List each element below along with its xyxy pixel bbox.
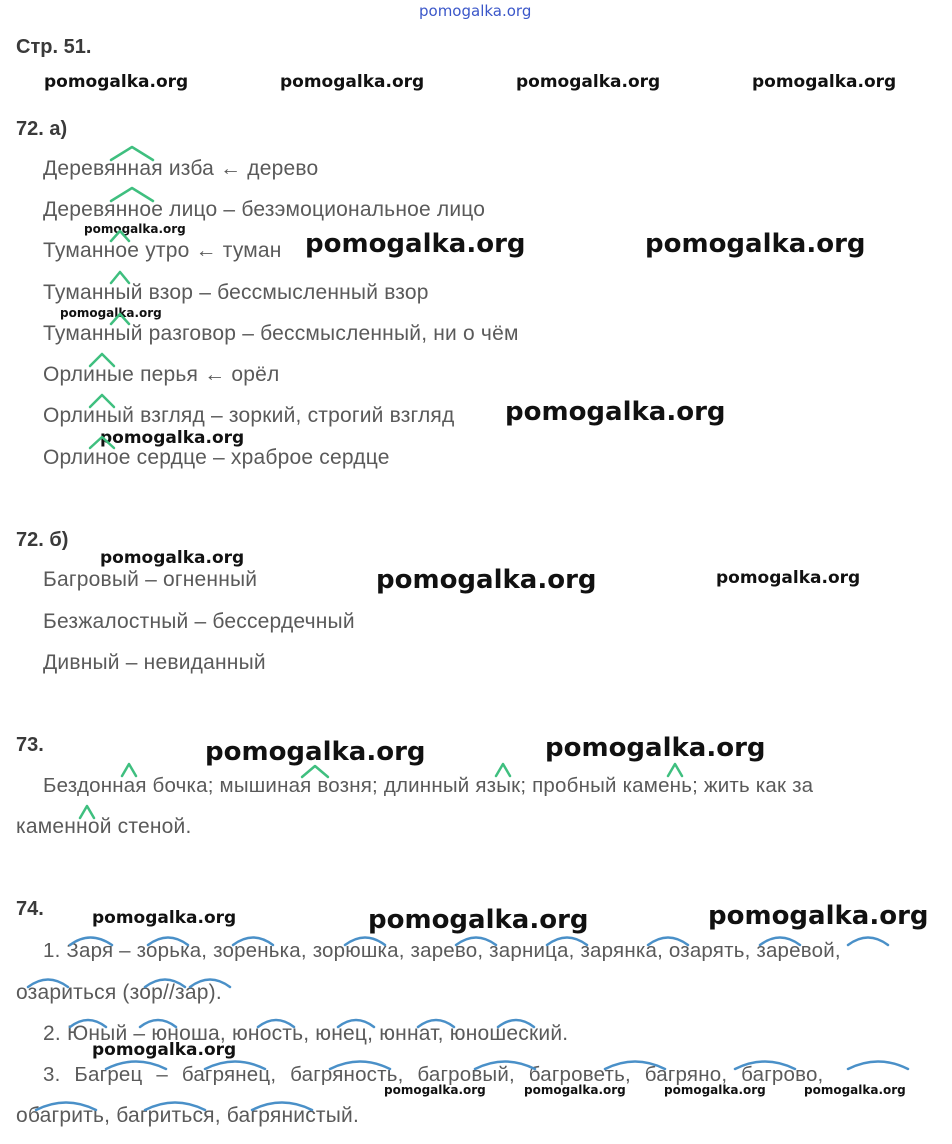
watermark-label: pomogalka.org <box>804 1083 906 1097</box>
exercise-line: озариться (зор//зар). <box>16 981 222 1004</box>
exercise-line: Дивный – невиданный <box>43 651 266 674</box>
watermark-label: pomogalka.org <box>708 901 929 931</box>
exercise-line: обагрить, багриться, багрянистый. <box>16 1104 359 1127</box>
root-arc <box>345 938 385 946</box>
root-arc <box>140 1020 176 1027</box>
suffix-mark <box>111 272 129 283</box>
watermark-label: pomogalka.org <box>280 72 425 92</box>
page-reference: Стр. 51. <box>16 36 92 58</box>
watermark-label: pomogalka.org <box>92 1040 237 1060</box>
root-arc <box>848 938 888 946</box>
watermark-label: pomogalka.org <box>545 733 766 763</box>
exercise-line: Деревянная изба ← дерево <box>43 157 319 180</box>
root-arc <box>547 938 587 946</box>
exercise-line: Бездонная бочка; мышиная возня; длинный язык; пробный камень; жить как за <box>43 774 814 797</box>
watermark-label: pomogalka.org <box>368 905 589 935</box>
root-arc <box>735 1062 795 1070</box>
suffix-mark <box>90 395 114 407</box>
watermark-label: pomogalka.org <box>716 568 861 588</box>
exercise-72a-label: 72. а) <box>16 118 68 140</box>
root-arc <box>70 1020 106 1027</box>
suffix-mark <box>302 766 328 777</box>
exercise-line: Безжалостный – бессердечный <box>43 610 355 633</box>
top-watermark[interactable]: pomogalka.org <box>419 2 532 20</box>
root-arc <box>145 980 185 988</box>
watermark-label: pomogalka.org <box>516 72 661 92</box>
root-arc <box>233 938 273 946</box>
exercise-line: Орлиный взгляд – зоркий, строгий взгляд <box>43 404 455 427</box>
suffix-mark <box>668 764 682 776</box>
exercise-74-label: 74. <box>16 898 44 920</box>
exercise-line: Багровый – огненный <box>43 568 258 591</box>
watermark-label: pomogalka.org <box>645 229 866 259</box>
suffix-mark <box>111 314 129 324</box>
root-arc <box>28 980 68 988</box>
exercise-line: Деревянное лицо – безэмоциональное лицо <box>43 198 486 221</box>
suffix-mark <box>111 231 129 241</box>
watermark-label: pomogalka.org <box>84 222 186 236</box>
watermark-label: pomogalka.org <box>100 428 245 448</box>
root-arc <box>456 938 496 946</box>
exercise-line: Туманное утро ← туман <box>43 239 282 262</box>
suffix-mark <box>122 764 136 776</box>
suffix-mark <box>111 188 153 201</box>
exercise-line: Орлиное сердце – храброе сердце <box>43 446 390 469</box>
suffix-mark <box>90 437 114 448</box>
root-arc <box>205 1062 265 1070</box>
watermark-label: pomogalka.org <box>664 1083 766 1097</box>
exercise-line: 2. Юный – юноша, юность, юнец, юннат, юношеский. <box>43 1022 569 1045</box>
watermark-label: pomogalka.org <box>376 565 597 595</box>
root-arc <box>252 1103 312 1111</box>
root-arc <box>106 1062 166 1070</box>
root-arc <box>760 938 800 946</box>
exercise-line: 3. Багрец – багрянец, багряность, багровый, багроветь, багряно, багрово, <box>43 1063 824 1086</box>
watermark-label: pomogalka.org <box>100 548 245 568</box>
watermark-label: pomogalka.org <box>524 1083 626 1097</box>
root-arc <box>848 1062 908 1070</box>
root-arc <box>475 1062 535 1070</box>
exercise-line: 1. Заря – зорька, зоренька, зорюшка, зарево, зарница, зарянка, озарять, заревой, <box>43 939 841 962</box>
exercise-line: Туманный взор – бессмысленный взор <box>43 281 429 304</box>
root-arc <box>338 1020 374 1027</box>
root-arc <box>330 1062 390 1070</box>
watermark-label: pomogalka.org <box>92 908 237 928</box>
root-arc <box>258 1020 294 1027</box>
suffix-mark <box>496 764 510 776</box>
root-arc <box>145 1103 205 1111</box>
watermark-label: pomogalka.org <box>44 72 189 92</box>
exercise-72b-label: 72. б) <box>16 529 69 551</box>
exercise-line: Орлиные перья ← орёл <box>43 363 280 386</box>
root-arc <box>418 1020 454 1027</box>
root-arc <box>498 1020 534 1027</box>
root-arc <box>148 938 188 946</box>
root-arc <box>648 938 688 946</box>
watermark-label: pomogalka.org <box>60 306 162 320</box>
watermark-label: pomogalka.org <box>305 229 526 259</box>
exercise-73-label: 73. <box>16 734 44 756</box>
root-arc <box>190 980 230 988</box>
root-arc <box>605 1062 665 1070</box>
watermark-label: pomogalka.org <box>505 397 726 427</box>
suffix-mark <box>80 806 94 818</box>
root-arc <box>70 938 112 946</box>
suffix-mark <box>90 354 114 366</box>
root-arc <box>36 1103 96 1111</box>
watermark-label: pomogalka.org <box>384 1083 486 1097</box>
exercise-line: каменной стеной. <box>16 815 192 838</box>
watermark-label: pomogalka.org <box>205 737 426 767</box>
suffix-mark <box>111 147 153 160</box>
exercise-line: Туманный разговор – бессмысленный, ни о чём <box>43 322 519 345</box>
watermark-label: pomogalka.org <box>752 72 897 92</box>
